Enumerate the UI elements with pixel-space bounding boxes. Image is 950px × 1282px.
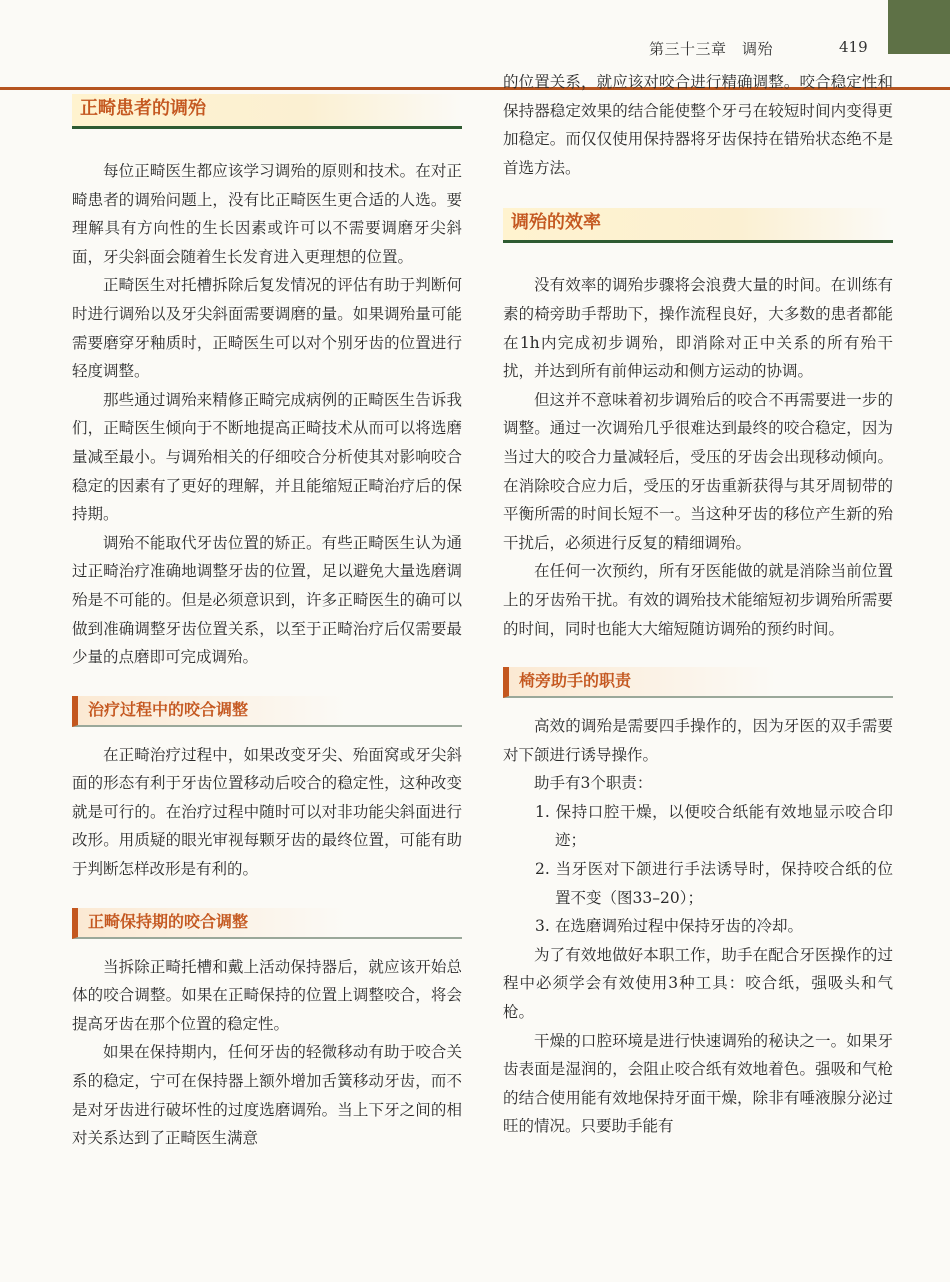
- paragraph: 为了有效地做好本职工作，助手在配合牙医操作的过程中必须学会有效使用3种工具：咬合纸，强吸头和气枪。: [503, 945, 893, 1022]
- paragraph: 调殆不能取代牙齿位置的矫正。有些正畸医生认为通过正畸治疗准确地调整牙齿的位置，足以避免大量选磨调殆是不可能的。但是必须意识到，许多正畸医生的确可以做到准确调整牙齿位置关系，以至于正畸治疗后仅需要最少量的点磨即可完成调殆。: [72, 533, 462, 667]
- paragraph: 当拆除正畸托槽和戴上活动保持器后，就应该开始总体的咬合调整。如果在正畸保持的位置上调整咬合，将会提高牙齿在那个位置的稳定性。: [72, 957, 462, 1033]
- subheading-occlusion-during-retention: 正畸保持期的咬合调整: [72, 908, 462, 939]
- paragraph: 在任何一次预约，所有牙医能做的就是消除当前位置上的牙齿殆干扰。有效的调殆技术能缩短初步调殆所需要的时间，同时也能大大缩短随访调殆的预约时间。: [503, 562, 893, 638]
- paragraph: 没有效率的调殆步骤将会浪费大量的时间。在训练有素的椅旁助手帮助下，操作流程良好，大多数的患者都能在1h内完成初步调殆，即消除对正中关系的所有殆干扰，并达到所有前伸运动和侧方运动的协调。: [503, 276, 893, 381]
- paragraph: 高效的调殆是需要四手操作的，因为牙医的双手需要对下颌进行诱导操作。: [503, 717, 893, 764]
- chapter-tab-marker: [888, 0, 950, 54]
- list-item: 2. 当牙医对下颌进行手法诱导时，保持咬合纸的位置不变（图33–20）；: [535, 860, 893, 907]
- list-item: 3. 在选磨调殆过程中保持牙齿的冷却。: [535, 917, 804, 936]
- paragraph: 在正畸治疗过程中，如果改变牙尖、殆面窝或牙尖斜面的形态有利于牙齿位置移动后咬合的稳定性，这种改变就是可行的。在治疗过程中随时可以对非功能尖斜面进行改形。用质疑的眼光审视每颗牙齿的最终位置，可能有助于判断怎样改形是有利的。: [72, 745, 462, 879]
- right-column: [503, 68, 893, 1141]
- left-column: [72, 68, 462, 1153]
- page-header: [0, 30, 888, 58]
- paragraph: 正畸医生对托槽拆除后复发情况的评估有助于判断何时进行调殆以及牙尖斜面需要调磨的量。如果调殆量可能需要磨穿牙釉质时，正畸医生可以对个别牙齿的位置进行轻度调整。: [72, 276, 462, 381]
- paragraph-continued: 的位置关系，就应该对咬合进行精确调整。咬合稳定性和保持器稳定效果的结合能使整个牙弓在较短时间内变得更加稳定。而仅仅使用保持器将牙齿保持在错殆状态绝不是首选方法。: [503, 73, 893, 177]
- paragraph: 每位正畸医生都应该学习调殆的原则和技术。在对正畸患者的调殆问题上，没有比正畸医生更合适的人选。要理解具有方向性的生长因素或许可以不需要调磨牙尖斜面，牙尖斜面会随着生长发育进入更理想的位置。: [72, 162, 462, 266]
- paragraph: 如果在保持期内，任何牙齿的轻微移动有助于咬合关系的稳定，宁可在保持器上额外增加舌簧移动牙齿，而不是对牙齿进行破坏性的过度选磨调殆。当上下牙之间的相对关系达到了正畸医生满意: [72, 1043, 462, 1148]
- subheading-chairside-assistant: 椅旁助手的职责: [503, 667, 893, 698]
- duties-list: [503, 798, 893, 941]
- paragraph: 助手有3个职责：: [534, 774, 653, 793]
- paragraph: 那些通过调殆来精修正畸完成病例的正畸医生告诉我们，正畸医生倾向于不断地提高正畸技术从而可以将选磨量减至最小。与调殆相关的仔细咬合分析使其对影响咬合稳定的因素有了更好的理解，并且能缩短正畸治疗后的保持期。: [72, 390, 462, 524]
- section-heading-orthodontic-patients: 正畸患者的调殆: [72, 94, 462, 129]
- paragraph: 但这并不意味着初步调殆后的咬合不再需要进一步的调整。通过一次调殆几乎很难达到最终的咬合稳定，因为当过大的咬合力量减轻后，受压的牙齿会出现移动倾向。在消除咬合应力后，受压的牙齿重新获得与其牙周韧带的平衡所需的时间长短不一。当这种牙齿的移位产生新的殆干扰后，必须进行反复的精细调殆。: [503, 390, 893, 552]
- subheading-occlusion-during-treatment: 治疗过程中的咬合调整: [72, 696, 462, 727]
- paragraph: 干燥的口腔环境是进行快速调殆的秘诀之一。如果牙齿表面是湿润的，会阻止咬合纸有效地着色。强吸和气枪的结合使用能有效地保持牙面干燥，除非有唾液腺分泌过旺的情况。只要助手能有: [503, 1031, 893, 1136]
- page-number: 419: [839, 38, 868, 56]
- list-item: 1. 保持口腔干燥，以便咬合纸能有效地显示咬合印迹；: [535, 802, 893, 850]
- running-head-chapter: 第三十三章 调殆: [649, 40, 774, 58]
- section-heading-efficiency: 调殆的效率: [503, 208, 893, 243]
